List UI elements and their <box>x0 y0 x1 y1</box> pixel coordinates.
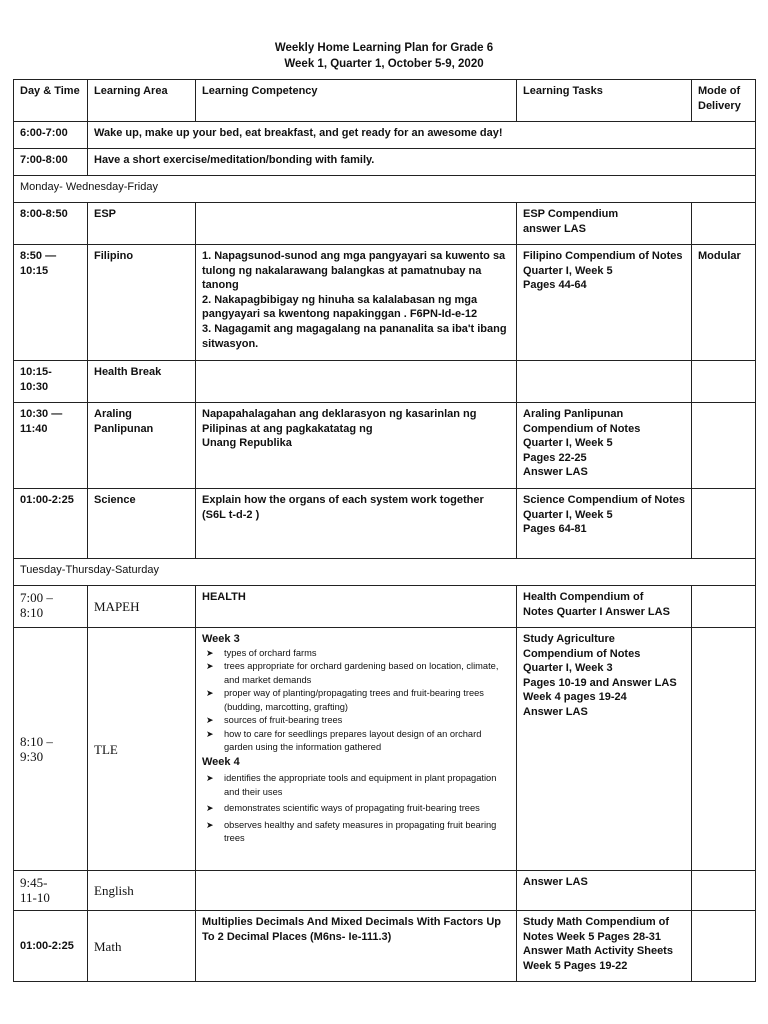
area-cell: English <box>88 871 196 911</box>
competency-cell: HEALTH <box>196 586 517 628</box>
task-line: Science Compendium of Notes <box>523 494 685 506</box>
header-row <box>14 80 756 122</box>
section-row-tts <box>14 559 756 586</box>
mode-cell <box>692 586 756 628</box>
schedule-row-esp <box>14 203 756 245</box>
task-cell <box>517 628 692 871</box>
task-line: Pages 22-25 <box>523 451 587 464</box>
competency-item: 1. Napagsunod-sunod ang mga pangyayari sa kuwento sa tulong ng nakalarawang balangkas at pamatnubay na tanong <box>202 250 506 292</box>
arrowhead-bullet-icon: ➤ <box>206 773 214 784</box>
header-day-time: Day & Time <box>14 80 88 122</box>
schedule-row-ap <box>14 403 756 489</box>
routine-row <box>14 149 756 176</box>
header-tasks: Learning Tasks <box>517 80 692 122</box>
time-cell: 8:00-8:50 <box>14 203 88 245</box>
title-line-1: Weekly Home Learning Plan for Grade 6 <box>274 42 494 54</box>
task-line: Quarter I, Week 5 <box>523 437 613 450</box>
routine-time: 7:00-8:00 <box>14 149 88 176</box>
area-cell: Filipino <box>88 245 196 361</box>
task-line: Pages 64-81 <box>523 523 587 536</box>
arrowhead-bullet-icon: ➤ <box>206 728 214 739</box>
task-cell: Answer LAS <box>517 871 692 911</box>
area-cell: MAPEH <box>88 586 196 628</box>
mode-cell <box>692 871 756 911</box>
area-cell: ESP <box>88 203 196 245</box>
task-line: Week 4 pages 19-24 <box>523 691 627 704</box>
week-3-label: Week 3 <box>202 633 240 645</box>
time-cell: 9:45- 11-10 <box>14 871 88 911</box>
schedule-row-math <box>14 911 756 982</box>
routine-text: Wake up, make up your bed, eat breakfast, and get ready for an awesome day! <box>88 122 756 149</box>
arrowhead-bullet-icon: ➤ <box>206 688 214 699</box>
competency-cell <box>196 245 517 361</box>
competency-item: 2. Nakapagbibigay ng hinuha sa kalalabasan ng mga pangyayari sa kwentong napakinggan . F6PN-Id-e-12 <box>202 293 478 321</box>
schedule-row-filipino <box>14 245 756 361</box>
task-cell <box>517 489 692 559</box>
title-line-2: Week 1, Quarter 1, October 5-9, 2020 <box>284 58 484 70</box>
list-item: ➤ how to care for seedlings prepares layout design of an orchard garden using the information gathered <box>206 728 482 753</box>
task-line: Compendium of Notes <box>523 647 641 660</box>
task-line: Quarter I, Week 3 <box>523 662 613 675</box>
task-cell <box>517 586 692 628</box>
time-cell: 8:50 — 10:15 <box>14 245 88 361</box>
routine-time: 6:00-7:00 <box>14 122 88 149</box>
list-item: ➤ proper way of planting/propagating trees and fruit-bearing trees (budding, marcotting, grafting) <box>206 688 484 712</box>
mode-cell: Modular <box>692 245 756 361</box>
time-cell: 01:00-2:25 <box>14 489 88 559</box>
competency-item: Unang Republika <box>202 437 292 450</box>
task-line: Araling Panlipunan Compendium of Notes <box>523 408 641 435</box>
schedule-row-break <box>14 361 756 403</box>
time-cell: 8:10 – 9:30 <box>14 628 88 871</box>
header-learning-area: Learning Area <box>88 80 196 122</box>
learning-plan-table <box>13 79 756 982</box>
competency-cell: Explain how the organs of each system work together (S6L t-d-2 ) <box>196 489 517 559</box>
week-4-list <box>202 772 510 846</box>
task-line: Pages 10-19 and Answer LAS <box>523 676 677 689</box>
task-line: Pages 44-64 <box>523 279 587 292</box>
area-cell: Health Break <box>88 361 196 403</box>
schedule-row-english <box>14 871 756 911</box>
mode-cell <box>692 911 756 982</box>
arrowhead-bullet-icon: ➤ <box>206 647 214 658</box>
header-mode: Mode of Delivery <box>692 80 756 122</box>
task-line: Answer LAS <box>523 466 588 479</box>
arrowhead-bullet-icon: ➤ <box>206 819 214 830</box>
schedule-row-science <box>14 489 756 559</box>
area-cell: Math <box>88 911 196 982</box>
task-cell <box>517 203 692 245</box>
time-cell: 10:30 — 11:40 <box>14 403 88 489</box>
task-line: Health Compendium of <box>523 591 644 603</box>
list-item: ➤ types of orchard farms <box>202 647 510 661</box>
area-cell: TLE <box>88 628 196 871</box>
task-line: Study Agriculture <box>523 633 615 645</box>
competency-cell <box>196 203 517 245</box>
section-row-mwf <box>14 176 756 203</box>
task-line: Answer Math Activity Sheets Week 5 Pages 19-22 <box>523 945 673 972</box>
task-cell <box>517 245 692 361</box>
task-line: Quarter I, Week 5 <box>523 264 613 277</box>
competency-cell <box>196 871 517 911</box>
task-cell <box>517 403 692 489</box>
mode-cell <box>692 628 756 871</box>
section-label-mwf: Monday- Wednesday-Friday <box>14 176 756 203</box>
competency-cell <box>196 628 517 871</box>
competency-item: Napapahalagahan ang deklarasyon ng kasarinlan ng Pilipinas at ang pagkakatatag ng <box>202 408 477 435</box>
routine-text: Have a short exercise/meditation/bonding with family. <box>88 149 756 176</box>
list-item: ➤ sources of fruit-bearing trees <box>202 714 510 728</box>
arrowhead-bullet-icon: ➤ <box>206 715 214 726</box>
list-item: ➤ demonstrates scientific ways of propagating fruit-bearing trees <box>202 802 510 816</box>
competency-cell: Multiplies Decimals And Mixed Decimals With Factors Up To 2 Decimal Places (M6ns- Ie-111.3) <box>196 911 517 982</box>
area-cell: Araling Panlipunan <box>88 403 196 489</box>
list-item: ➤ observes healthy and safety measures in propagating fruit bearing trees <box>206 819 497 844</box>
competency-cell <box>196 361 517 403</box>
routine-row <box>14 122 756 149</box>
task-cell <box>517 361 692 403</box>
list-item: ➤ trees appropriate for orchard gardening based on location, climate, and market demands <box>206 661 499 685</box>
mode-cell <box>692 403 756 489</box>
task-line: Answer LAS <box>523 705 588 718</box>
week-4-label: Week 4 <box>202 755 240 768</box>
section-label-tts: Tuesday-Thursday-Saturday <box>14 559 756 586</box>
mode-cell <box>692 361 756 403</box>
task-line: Notes Quarter I Answer LAS <box>523 605 670 618</box>
competency-cell <box>196 403 517 489</box>
schedule-row-tle <box>14 628 756 871</box>
list-item: ➤ identifies the appropriate tools and equipment in plant propagation and their uses <box>206 773 497 797</box>
arrowhead-bullet-icon: ➤ <box>206 661 214 672</box>
area-cell: Science <box>88 489 196 559</box>
task-cell <box>517 911 692 982</box>
competency-item: 3. Nagagamit ang magagalang na pananalita sa iba't ibang sitwasyon. <box>202 322 507 350</box>
document-title <box>0 40 768 72</box>
week-3-list <box>202 647 510 755</box>
task-line: ESP Compendium <box>523 208 619 220</box>
time-cell: 01:00-2:25 <box>14 911 88 982</box>
mode-cell <box>692 489 756 559</box>
time-cell: 10:15- 10:30 <box>14 361 88 403</box>
time-cell: 7:00 – 8:10 <box>14 586 88 628</box>
schedule-row-mapeh <box>14 586 756 628</box>
task-line: Study Math Compendium of Notes Week 5 Pages 28-31 <box>523 916 670 943</box>
task-line: Quarter I, Week 5 <box>523 508 613 521</box>
mode-cell <box>692 203 756 245</box>
task-line: answer LAS <box>523 222 586 235</box>
task-line: Filipino Compendium of Notes <box>523 250 683 262</box>
arrowhead-bullet-icon: ➤ <box>206 803 214 814</box>
header-competency: Learning Competency <box>196 80 517 122</box>
